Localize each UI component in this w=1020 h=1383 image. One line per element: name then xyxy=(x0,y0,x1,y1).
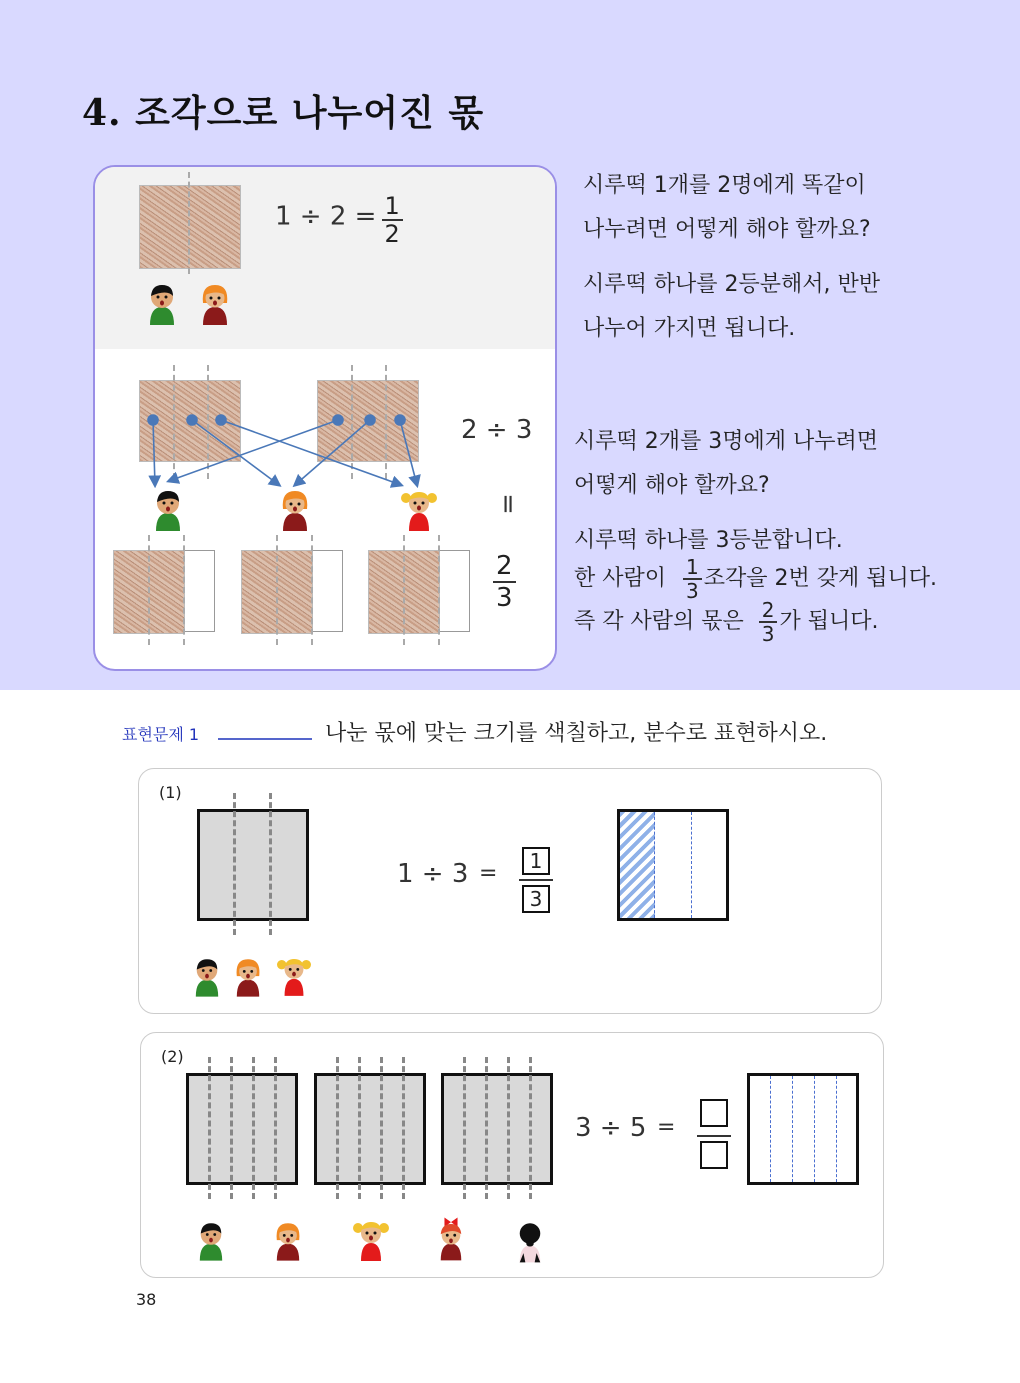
answer-1-line-2: 나누어 가지면 됩니다. xyxy=(583,316,796,341)
fraction-numerator: 2 xyxy=(759,599,778,623)
answer-text: 조각을 2번 갖게 됩니다. xyxy=(703,566,937,591)
fraction-denominator: 3 xyxy=(496,583,513,613)
child-green-icon xyxy=(153,489,183,531)
cut-line xyxy=(485,1057,488,1199)
cut-line xyxy=(336,1057,339,1199)
shaded-region xyxy=(620,812,655,918)
fraction xyxy=(683,556,702,602)
answer-fraction xyxy=(697,1099,731,1173)
example-2-equation: 2 ÷ 3 xyxy=(461,415,533,445)
section-underline xyxy=(218,738,312,740)
problem-2-box xyxy=(140,1032,884,1278)
cut-line xyxy=(403,535,405,645)
cut-line xyxy=(402,1057,405,1199)
problem-1-equation: 1 ÷ 3 xyxy=(397,859,469,889)
question-2-line-1: 시루떡 2개를 3명에게 나누려면 xyxy=(574,429,878,454)
cut-line xyxy=(230,1057,233,1199)
example-box xyxy=(93,165,557,671)
child-red-icon xyxy=(274,1221,302,1261)
fraction-numerator: 1 xyxy=(382,193,403,221)
equals-sign: = xyxy=(479,861,498,886)
child-yellow-hair-icon xyxy=(353,1219,389,1261)
answer-2-line-3 xyxy=(574,599,878,645)
cut-line xyxy=(148,535,150,645)
guide-line xyxy=(792,1076,793,1182)
cut-line xyxy=(208,1057,211,1199)
guide-line xyxy=(654,812,655,918)
guide-line xyxy=(691,812,692,918)
numerator-box[interactable]: 1 xyxy=(522,847,550,875)
section-label: 표현문제 1 xyxy=(122,725,200,744)
cut-line xyxy=(529,1057,532,1199)
cut-line xyxy=(380,1057,383,1199)
question-1-line-2: 나누려면 어떻게 해야 할까요? xyxy=(583,217,871,242)
division-square xyxy=(186,1073,298,1185)
exercise-instruction: 나눈 몫에 맞는 크기를 색칠하고, 분수로 표현하시오. xyxy=(325,721,828,746)
problem-2-equation: 3 ÷ 5 xyxy=(575,1113,647,1143)
fraction-numerator: 1 xyxy=(683,556,702,580)
cut-line xyxy=(233,793,236,935)
denominator-box[interactable] xyxy=(700,1141,728,1169)
answer-fraction xyxy=(519,847,553,913)
problem-1-box xyxy=(138,768,882,1014)
question-1-line-1: 시루떡 1개를 2명에게 똑같이 xyxy=(583,173,866,198)
problem-label: (2) xyxy=(161,1047,184,1066)
child-bow-icon xyxy=(437,1215,465,1261)
cut-line xyxy=(269,793,272,935)
cut-line xyxy=(463,1057,466,1199)
division-square xyxy=(197,809,309,921)
division-square xyxy=(441,1073,553,1185)
cut-line xyxy=(358,1057,361,1199)
equation-text: 1 ÷ 2 = xyxy=(275,201,377,232)
answer-1-line-1: 시루떡 하나를 2등분해서, 반반 xyxy=(583,272,880,297)
fraction-denominator: 3 xyxy=(686,579,699,603)
division-square xyxy=(314,1073,426,1185)
child-green-icon xyxy=(197,1221,225,1261)
page-title: 4. 조각으로 나누어진 몫 xyxy=(82,92,485,134)
denominator-box[interactable]: 3 xyxy=(522,885,550,913)
cut-line xyxy=(311,535,313,645)
child-red-icon xyxy=(280,489,310,531)
example-2-fraction xyxy=(493,551,516,613)
guide-line xyxy=(836,1076,837,1182)
coloring-square[interactable] xyxy=(747,1073,859,1185)
fraction xyxy=(759,599,778,645)
child-red-icon xyxy=(234,957,262,997)
cut-line xyxy=(438,535,440,645)
equals-sign: = xyxy=(492,493,523,515)
numerator-box[interactable] xyxy=(700,1099,728,1127)
page-number: 38 xyxy=(136,1290,157,1309)
child-green-icon xyxy=(193,957,221,997)
cut-line xyxy=(252,1057,255,1199)
fraction-bar xyxy=(697,1135,731,1137)
answer-text: 즉 각 사람의 몫은 xyxy=(574,609,744,634)
child-yellow-hair-icon xyxy=(401,489,437,531)
cut-line xyxy=(183,535,185,645)
guide-line xyxy=(770,1076,771,1182)
fraction-numerator: 2 xyxy=(493,551,516,583)
cut-line xyxy=(274,1057,277,1199)
answer-2-line-2 xyxy=(574,556,937,602)
cut-line xyxy=(276,535,278,645)
answer-text: 가 됩니다. xyxy=(779,609,879,634)
problem-label: (1) xyxy=(159,783,182,802)
child-black-hair-icon xyxy=(516,1217,544,1263)
guide-line xyxy=(814,1076,815,1182)
cut-line xyxy=(507,1057,510,1199)
fraction-denominator: 3 xyxy=(761,622,775,646)
answer-2-line-1: 시루떡 하나를 3등분합니다. xyxy=(574,528,843,553)
answer-text: 한 사람이 xyxy=(574,566,667,591)
fraction-denominator: 2 xyxy=(384,220,400,248)
equals-sign: = xyxy=(657,1115,676,1140)
child-yellow-hair-icon xyxy=(277,955,311,997)
question-2-line-2: 어떻게 해야 할까요? xyxy=(574,473,770,498)
fraction-bar xyxy=(519,879,553,881)
